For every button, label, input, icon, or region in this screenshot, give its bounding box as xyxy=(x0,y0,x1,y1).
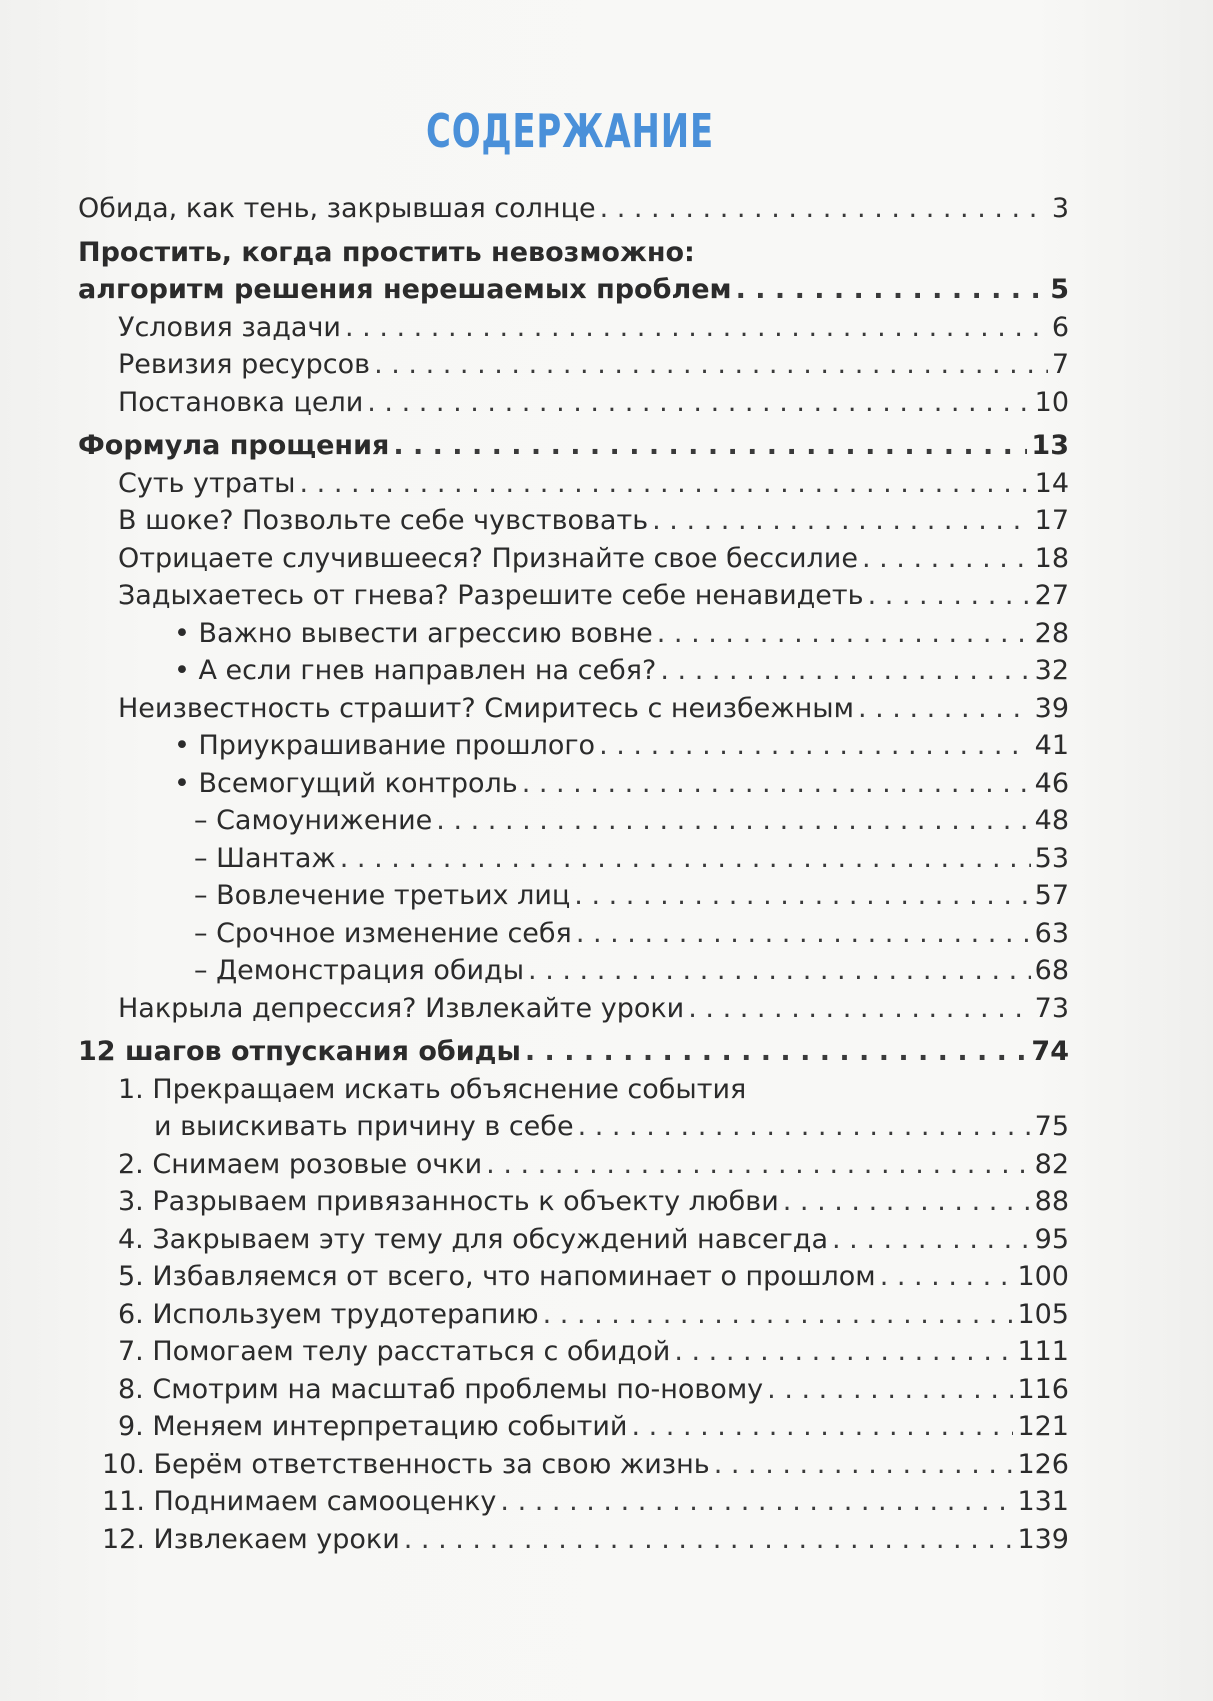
toc-entry-page: 139 xyxy=(1017,1523,1069,1555)
leader-dots xyxy=(500,1483,1013,1521)
toc-entry-page: 126 xyxy=(1017,1448,1069,1480)
toc-entry-page: 5 xyxy=(1050,274,1069,305)
leader-dots xyxy=(631,1408,1013,1446)
leader-dots xyxy=(600,190,1048,228)
toc-entry[interactable] xyxy=(78,384,1069,422)
toc-entry-page: 18 xyxy=(1034,542,1069,574)
leader-dots xyxy=(300,465,1031,503)
leader-dots xyxy=(714,1446,1014,1484)
toc-entry-label: 9. Меняем интерпретацию событий xyxy=(118,1411,628,1442)
toc-entry-page: 13 xyxy=(1031,430,1069,461)
leader-dots xyxy=(576,915,1031,953)
leader-dots xyxy=(525,1033,1028,1071)
leader-dots xyxy=(832,1221,1031,1259)
toc-entry-page: 75 xyxy=(1034,1111,1069,1142)
leader-dots xyxy=(858,690,1031,728)
leader-dots xyxy=(657,615,1031,653)
toc-entry-label: 12. Извлекаем уроки xyxy=(102,1523,400,1555)
toc-entry[interactable] xyxy=(78,1033,1069,1071)
toc-entry[interactable] xyxy=(78,615,1069,653)
toc-entry-label: алгоритм решения нерешаемых проблем xyxy=(78,274,732,305)
toc-entry[interactable] xyxy=(78,577,1069,615)
toc-entry-label: Задыхаетесь от гнева? Разрешите себе ненавидеть xyxy=(118,580,864,611)
toc-entry-label: – Вовлечение третьих лиц xyxy=(194,880,571,911)
toc-entry-page: 48 xyxy=(1034,805,1069,836)
toc-entry[interactable] xyxy=(78,1446,1069,1484)
toc-entry-label: – Самоунижение xyxy=(194,805,433,836)
toc-entry-page: 88 xyxy=(1034,1186,1069,1217)
leader-dots xyxy=(374,346,1048,384)
toc-entry[interactable] xyxy=(78,990,1069,1028)
toc-entry[interactable] xyxy=(78,915,1069,953)
toc-entry-label: 8. Смотрим на масштаб проблемы по-новому xyxy=(118,1373,764,1405)
leader-dots xyxy=(543,1296,1014,1334)
toc-entry-page: 10 xyxy=(1034,386,1069,418)
toc-entry[interactable] xyxy=(78,1483,1069,1521)
toc-entry[interactable] xyxy=(78,1183,1069,1221)
toc-entry-page: 105 xyxy=(1017,1298,1069,1330)
leader-dots xyxy=(345,309,1048,347)
toc-entry-label: Условия задачи xyxy=(118,311,341,343)
toc-entry-label: 4. Закрываем эту тему для обсуждений навсегда xyxy=(118,1223,829,1255)
toc-entry-page: 46 xyxy=(1034,767,1069,799)
toc-entry-label: • А если гнев направлен на себя? xyxy=(174,655,657,686)
toc-entry[interactable] xyxy=(78,802,1069,840)
page-title: СОДЕРЖАНИЕ xyxy=(425,104,715,158)
toc-entry-label-line1: Простить, когда простить невозможно: xyxy=(78,236,695,268)
toc-entry-page: 63 xyxy=(1034,917,1069,949)
toc-entry-label: Неизвестность страшит? Смиритесь с неизбежным xyxy=(118,692,854,724)
toc-entry-page: 73 xyxy=(1034,992,1069,1024)
leader-dots xyxy=(528,952,1031,990)
toc-entry-label: 11. Поднимаем самооценку xyxy=(102,1486,497,1517)
toc-entry-page: 116 xyxy=(1017,1373,1069,1405)
leader-dots xyxy=(574,877,1030,915)
toc-entry-page: 68 xyxy=(1034,955,1069,986)
toc-entry-label: 2. Снимаем розовые очки xyxy=(118,1148,483,1180)
toc-entry-page: 82 xyxy=(1034,1148,1069,1180)
leader-dots xyxy=(522,765,1031,803)
toc-entry-label: 12 шагов отпускания обиды xyxy=(78,1036,521,1067)
toc-entry-page: 39 xyxy=(1034,692,1069,724)
leader-dots xyxy=(767,1371,1013,1409)
toc-entry-page: 57 xyxy=(1034,880,1069,911)
toc-entry-page: 95 xyxy=(1034,1223,1069,1255)
toc-entry[interactable] xyxy=(78,1408,1069,1446)
toc-entry-page: 3 xyxy=(1051,193,1069,224)
toc-entry-page: 41 xyxy=(1034,730,1069,761)
leader-dots xyxy=(674,1333,1013,1371)
toc-entry-label: • Важно вывести агрессию вовне xyxy=(174,617,653,649)
leader-dots xyxy=(393,427,1027,465)
leader-dots xyxy=(404,1521,1014,1559)
toc-entry-label: • Всемогущий контроль xyxy=(174,767,518,799)
toc-entry-page: 27 xyxy=(1034,580,1069,611)
toc-entry[interactable] xyxy=(78,877,1069,915)
toc-entry[interactable] xyxy=(78,1108,1069,1146)
toc-entry[interactable] xyxy=(78,1258,1069,1296)
toc-entry[interactable] xyxy=(78,727,1069,765)
leader-dots xyxy=(688,990,1030,1028)
toc-entry-page: 131 xyxy=(1017,1486,1069,1517)
toc-entry-page: 28 xyxy=(1034,617,1069,649)
toc-entry-page: 32 xyxy=(1034,655,1069,686)
toc-entry-label: 10. Берём ответственность за свою жизнь xyxy=(102,1448,710,1480)
toc-entry-label: 6. Используем трудотерапию xyxy=(118,1298,539,1330)
toc-entry[interactable] xyxy=(78,1333,1069,1371)
toc-entry-label: – Шантаж xyxy=(194,842,336,874)
leader-dots xyxy=(367,384,1030,422)
toc-entry[interactable] xyxy=(78,1371,1069,1409)
leader-dots xyxy=(436,802,1030,840)
toc-entry[interactable] xyxy=(78,840,1069,878)
toc-entry-page: 74 xyxy=(1031,1036,1069,1067)
toc-entry[interactable] xyxy=(78,465,1069,503)
toc-entry-label: Формула прощения xyxy=(78,430,390,461)
toc-entry-page: 100 xyxy=(1017,1261,1069,1292)
toc-entry[interactable] xyxy=(78,540,1069,578)
leader-dots xyxy=(652,502,1031,540)
leader-dots xyxy=(862,540,1031,578)
toc-entry[interactable] xyxy=(78,271,1069,309)
leader-dots xyxy=(880,1258,1014,1296)
toc-entry-label: Отрицаете случившееся? Признайте свое бессилие xyxy=(118,542,858,574)
toc-entry-page: 111 xyxy=(1017,1336,1069,1367)
toc-entry[interactable] xyxy=(78,502,1069,540)
toc-entry-label: – Демонстрация обиды xyxy=(194,955,525,986)
toc-entry[interactable] xyxy=(78,309,1069,347)
toc-entry-page: 7 xyxy=(1051,349,1069,380)
toc-entry[interactable] xyxy=(78,427,1069,465)
leader-dots xyxy=(736,271,1047,309)
toc-entry-label-line1: 1. Прекращаем искать объяснение события xyxy=(118,1073,747,1105)
toc-entry-label: В шоке? Позвольте себе чувствовать xyxy=(118,505,649,536)
toc-entry[interactable] xyxy=(78,952,1069,990)
toc-entry-label: 3. Разрываем привязанность к объекту любви xyxy=(118,1186,779,1217)
toc-entry-label: Накрыла депрессия? Извлекайте уроки xyxy=(118,992,685,1024)
toc-entry[interactable] xyxy=(78,652,1069,690)
toc-entry-label: Суть утраты xyxy=(118,467,296,499)
toc-entry-label: Ревизия ресурсов xyxy=(118,349,371,380)
toc-entry-page: 14 xyxy=(1034,467,1069,499)
leader-dots xyxy=(783,1183,1031,1221)
leader-dots xyxy=(868,577,1031,615)
toc-entry-label: 7. Помогаем телу расстаться с обидой xyxy=(118,1336,671,1367)
toc-entry-label: – Срочное изменение себя xyxy=(194,917,572,949)
toc-entry[interactable] xyxy=(78,690,1069,728)
toc-entry[interactable] xyxy=(78,1296,1069,1334)
toc-entry-label: Обида, как тень, закрывшая солнце xyxy=(78,193,596,224)
toc-entry-page: 6 xyxy=(1051,311,1069,343)
table-of-contents xyxy=(78,190,1069,1558)
toc-entry[interactable] xyxy=(78,346,1069,384)
toc-entry-page: 17 xyxy=(1034,505,1069,536)
toc-entry-page: 53 xyxy=(1034,842,1069,874)
leader-dots xyxy=(486,1146,1030,1184)
toc-entry[interactable] xyxy=(78,190,1069,228)
toc-entry[interactable] xyxy=(78,1221,1069,1259)
leader-dots xyxy=(660,652,1030,690)
toc-entry-label: 5. Избавляемся от всего, что напоминает о прошлом xyxy=(118,1261,876,1292)
toc-entry-page: 121 xyxy=(1017,1411,1069,1442)
toc-entry[interactable] xyxy=(78,1146,1069,1184)
toc-entry[interactable] xyxy=(78,765,1069,803)
leader-dots xyxy=(340,840,1031,878)
toc-entry-label: и выискивать причину в себе xyxy=(154,1111,574,1142)
toc-entry-label: Постановка цели xyxy=(118,386,364,418)
toc-entry-label: • Приукрашивание прошлого xyxy=(174,730,596,761)
toc-entry[interactable] xyxy=(78,1521,1069,1559)
leader-dots xyxy=(599,727,1031,765)
leader-dots xyxy=(578,1108,1031,1146)
